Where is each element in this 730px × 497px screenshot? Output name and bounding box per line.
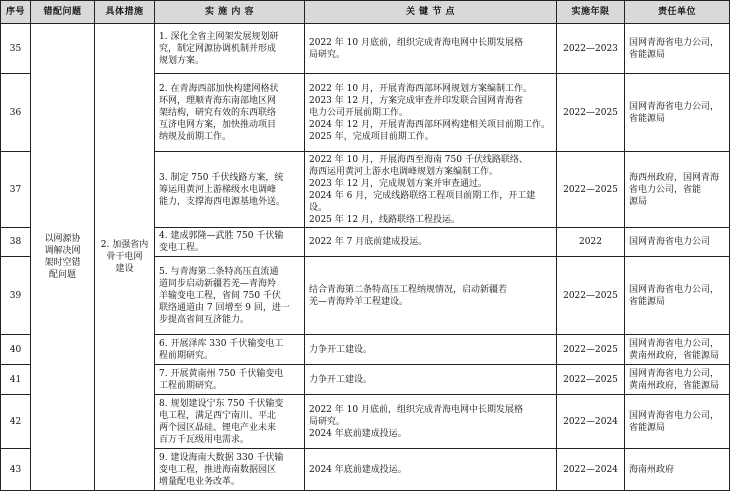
row-milestones: 2022 年 10 月，开展海西至海南 750 千伏线路联络、 海西运用黄河上游水电调峰规划方案编制工作。 2023 年 12 月，完成规划方案并审查通过。 2024 年 6 月，完成线路联络工程项目前期工作，开工建设。 2025 年 12 月，线路联络工程投运。 bbox=[305, 152, 557, 228]
row-seq: 38 bbox=[1, 228, 31, 257]
table-row bbox=[1, 24, 730, 74]
row-milestones: 结合青海第二条特高压工程纳规情况，启动新疆若 羌—青海羚羊工程建设。 bbox=[305, 257, 557, 335]
row-seq: 36 bbox=[1, 74, 31, 152]
header-measure: 具体措施 bbox=[95, 1, 155, 24]
measure-cell: 2. 加强省内 骨干电网 建设 bbox=[95, 24, 155, 491]
row-period: 2022—2024 bbox=[557, 395, 625, 449]
row-content: 9. 建设海南大数据 330 千伏输 变电工程，推进海南数据园区 增量配电业务改革。 bbox=[155, 449, 305, 491]
row-unit: 国网青海省电力公司， 黄南州政府，省能源局 bbox=[625, 365, 730, 395]
row-milestones: 力争开工建设。 bbox=[305, 335, 557, 365]
row-milestones: 2022 年 10 月底前，组织完成青海电网中长期发展格 局研究。 2024 年底前建成投运。 bbox=[305, 395, 557, 449]
row-seq: 42 bbox=[1, 395, 31, 449]
row-period: 2022—2023 bbox=[557, 24, 625, 74]
row-content: 5. 与青海第二条特高压直流通 道同步启动新疆若羌—青海羚 羊输变电工程，省间 750 千伏 联络通道由 7 回增至 9 回，进一 步提高省间互济能力。 bbox=[155, 257, 305, 335]
row-seq: 37 bbox=[1, 152, 31, 228]
row-content: 3. 制定 750 千伏线路方案，统 筹运用黄河上游梯级水电调峰 能力，支撑海西电源基地外送。 bbox=[155, 152, 305, 228]
row-unit: 国网青海省电力公司， 省能源局 bbox=[625, 74, 730, 152]
header-unit: 责任单位 bbox=[625, 1, 730, 24]
row-seq: 39 bbox=[1, 257, 31, 335]
row-seq: 43 bbox=[1, 449, 31, 491]
row-period: 2022—2025 bbox=[557, 257, 625, 335]
row-content: 2. 在青海西部加快构建网格状 环网，理顺青海东南部地区网 架结构，研究有效的东西联络 互济电网方案，加快推动项目 纳规及前期工作。 bbox=[155, 74, 305, 152]
row-period: 2022—2025 bbox=[557, 74, 625, 152]
header-problem: 错配问题 bbox=[31, 1, 95, 24]
header-seq: 序号 bbox=[1, 1, 31, 24]
row-milestones: 2022 年 7 月底前建成投运。 bbox=[305, 228, 557, 257]
row-seq: 35 bbox=[1, 24, 31, 74]
header-row bbox=[1, 1, 730, 24]
row-period: 2022—2025 bbox=[557, 365, 625, 395]
row-seq: 40 bbox=[1, 335, 31, 365]
row-content: 4. 建成郭隆—武胜 750 千伏输 变电工程。 bbox=[155, 228, 305, 257]
row-period: 2022—2025 bbox=[557, 152, 625, 228]
row-seq: 41 bbox=[1, 365, 31, 395]
row-unit: 国网青海省电力公司， 黄南州政府，省能源局 bbox=[625, 335, 730, 365]
row-unit: 国网青海省电力公司， 省能源局 bbox=[625, 395, 730, 449]
header-milestones: 关 键 节 点 bbox=[305, 1, 557, 24]
row-content: 7. 开展黄南州 750 千伏输变电 工程前期研究。 bbox=[155, 365, 305, 395]
header-period: 实施年限 bbox=[557, 1, 625, 24]
row-unit: 国网青海省电力公司 bbox=[625, 228, 730, 257]
row-unit: 海南州政府 bbox=[625, 449, 730, 491]
problem-cell: 以网源协 调解决网 架时空错 配问题 bbox=[31, 24, 95, 491]
row-milestones: 2022 年 10 月底前，组织完成青海电网中长期发展格 局研究。 bbox=[305, 24, 557, 74]
row-content: 1. 深化全省主网架发展规划研 究，制定网源协调机制并形成 规划方案。 bbox=[155, 24, 305, 74]
row-milestones: 力争开工建设。 bbox=[305, 365, 557, 395]
row-period: 2022—2024 bbox=[557, 449, 625, 491]
row-period: 2022—2025 bbox=[557, 335, 625, 365]
header-content: 实 施 内 容 bbox=[155, 1, 305, 24]
row-unit: 海西州政府，国网青海 省电力公司，省能 源局 bbox=[625, 152, 730, 228]
row-content: 6. 开展泽库 330 千伏输变电工 程前期研究。 bbox=[155, 335, 305, 365]
row-unit: 国网青海省电力公司， 省能源局 bbox=[625, 24, 730, 74]
row-unit: 国网青海省电力公司， 省能源局 bbox=[625, 257, 730, 335]
row-milestones: 2022 年 10 月，开展青海西部环网规划方案编制工作。 2023 年 12 月，方案完成审查并印发联合国网青海省 电力公司开展前期工作。 2024 年 12 月，开展青海西部环网构建相关项目前期工作。 2025 年，完成项目前期工作。 bbox=[305, 74, 557, 152]
row-period: 2022 bbox=[557, 228, 625, 257]
row-content: 8. 规划建设宁东 750 千伏输变 电工程，满足西宁南川、平北 两个园区晶硅、锂电产业未来 百万千瓦级用电需求。 bbox=[155, 395, 305, 449]
row-milestones: 2024 年底前建成投运。 bbox=[305, 449, 557, 491]
